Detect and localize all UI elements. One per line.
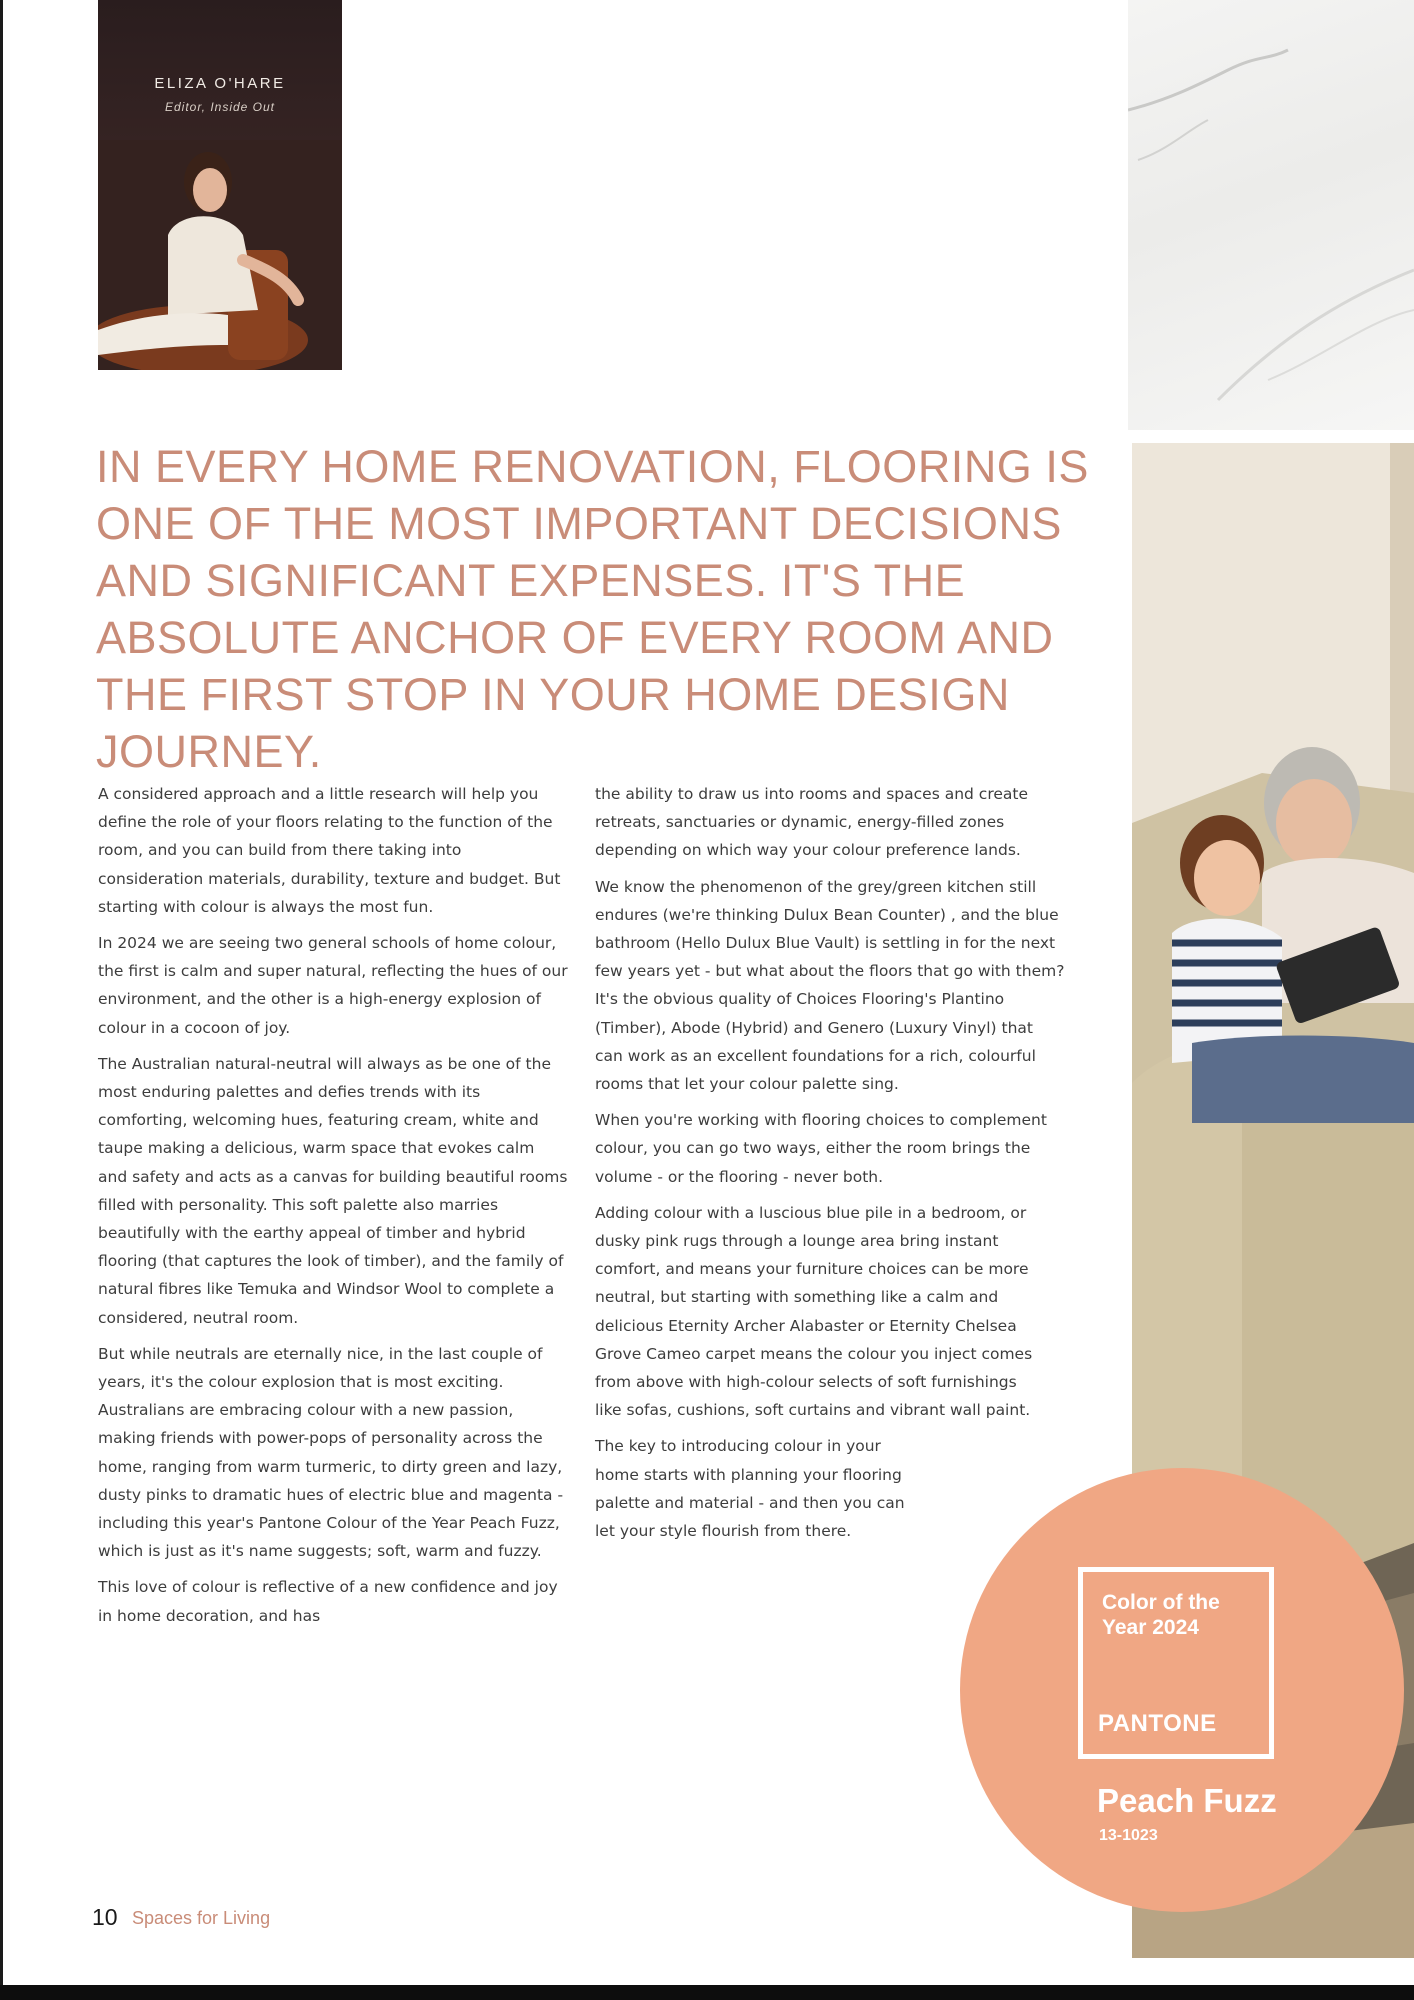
author-photo [98, 140, 342, 370]
pantone-color-code: 13-1023 [1099, 1827, 1158, 1844]
body-paragraph: But while neutrals are eternally nice, in the last couple of years, it's the colour explosion that is most exciting. Australians are embracing colour with a new passion, making friends with power-pops of personality across the home, ranging from warm turmeric, to dirty green and lazy, dusty pinks to dramatic hues of electric blue and magenta - including this year's Pantone Colour of the Year Peach Fuzz, which is just as it's name suggests; soft, warm and fuzzy. [98, 1344, 564, 1561]
body-paragraph: The Australian natural-neutral will always as be one of the most enduring palettes and defies trends with its comforting, welcoming hues, featuring cream, white and taupe making a delicious, warm space that evokes calm and safety and acts as a canvas for building beautiful rooms filled with personality. This soft palette also marries beautifully with the earthy appeal of timber and hybrid flooring (that captures the look of timber), and the family of natural fibres like Temuka and Windsor Wool to complete a considered, neutral room. [98, 1054, 568, 1327]
body-column-left [98, 780, 568, 1638]
page-edge [0, 0, 3, 2000]
page-number: 10 [92, 1904, 118, 1930]
body-paragraph: A considered approach and a little research will help you define the role of your floors relating to the function of the room, and you can build from there taking into consideration materials, durability, texture and budget. But starting with colour is always the most fun. [98, 785, 561, 916]
author-role: Editor, Inside Out [164, 100, 276, 114]
body-paragraph: In 2024 we are seeing two general schools of home colour, the first is calm and super natural, reflecting the hues of our environment, and the other is a high-energy explosion of colour in a cocoon of joy. [98, 934, 568, 1037]
headline: IN EVERY HOME RENOVATION, FLOORING IS ONE OF THE MOST IMPORTANT DECISIONS AND SIGNIFICANT EXPENSES. IT'S THE ABSOLUTE ANCHOR OF EVERY ROOM AND THE FIRST STOP IN YOUR HOME DESIGN JOURNEY. [96, 441, 1089, 777]
pantone-color-name: Peach Fuzz [1097, 1782, 1277, 1819]
pantone-brand: PANTONE [1098, 1710, 1217, 1737]
marble-texture [1128, 0, 1414, 430]
magazine-name: Spaces for Living [132, 1908, 271, 1928]
pantone-color-label: Color of the Year 2024 [1102, 1591, 1220, 1639]
body-paragraph: the ability to draw us into rooms and spaces and create retreats, sanctuaries or dynamic, energy-filled zones depending on which way your colour preference lands. [595, 785, 1028, 860]
body-paragraph: The key to introducing colour in your home starts with planning your flooring palette and material - and then you can let your style flourish from there. [595, 1437, 905, 1541]
body-paragraph: We know the phenomenon of the grey/green kitchen still endures (we're thinking Dulux Bean Counter) , and the blue bathroom (Hello Dulux Blue Vault) is settling in for the next few years yet - but what about the floors that go with them? It's the obvious quality of Choices Flooring's Plantino (Timber), Abode (Hybrid) and Genero (Luxury Vinyl) that can work as an excellent foundations for a rich, colourful rooms that let your colour palette sing. [595, 877, 1065, 1094]
author-card [98, 0, 342, 370]
page-bottom-edge [0, 1985, 1414, 2000]
body-column-right [595, 780, 1065, 1553]
author-name: ELIZA O'HARE [154, 75, 286, 92]
body-paragraph: This love of colour is reflective of a new confidence and joy in home decoration, and has [98, 1578, 558, 1625]
body-paragraph: Adding colour with a luscious blue pile in a bedroom, or dusky pink rugs through a lounge area bring instant comfort, and means your furniture choices can be more neutral, but starting with something like a calm and delicious Eternity Archer Alabaster or Eternity Chelsea Grove Cameo carpet means the colour you inject comes from above with high-colour selects of soft furnishings like sofas, cushions, soft curtains and vibrant wall paint. [595, 1203, 1033, 1420]
body-paragraph: When you're working with flooring choices to complement colour, you can go two ways, either the room brings the volume - or the flooring - never both. [595, 1111, 1047, 1186]
